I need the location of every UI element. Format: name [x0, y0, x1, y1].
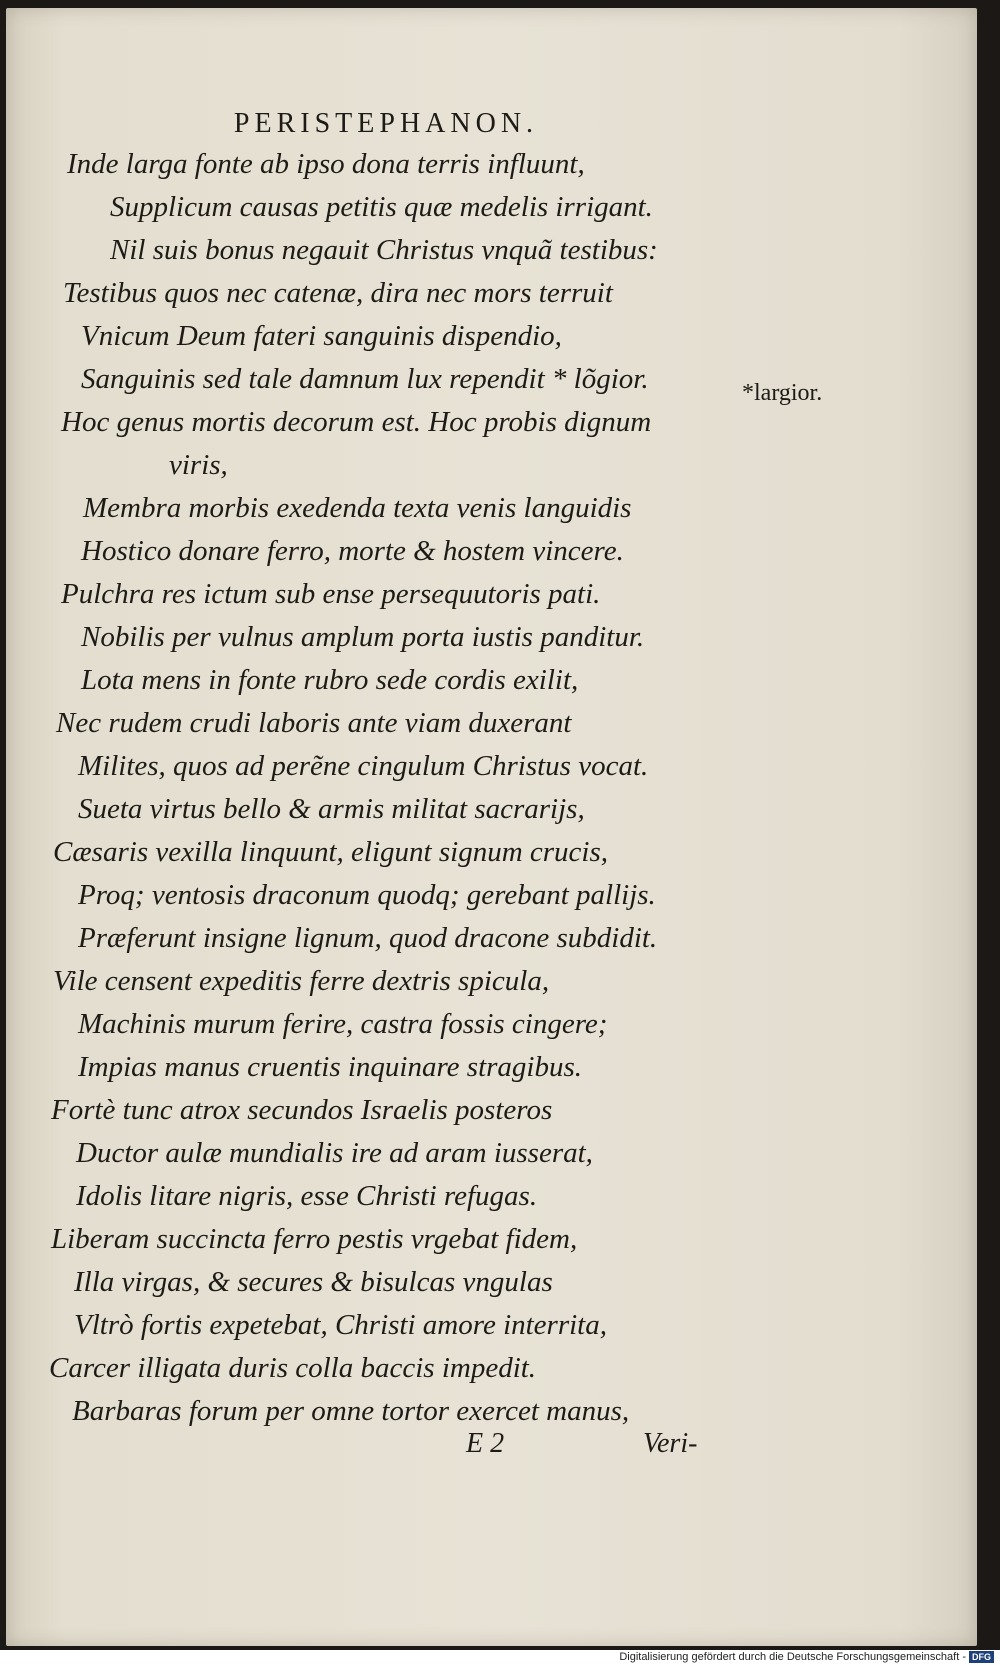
verse-line: Milites, quos ad perẽne cingulum Christus vocat.: [78, 750, 649, 782]
verse-line: Hoc genus mortis decorum est. Hoc probis dignum: [61, 406, 652, 438]
credit-text: Digitalisierung gefördert durch die Deutsche Forschungsgemeinschaft -: [619, 1651, 966, 1663]
verse-line: Illa virgas, & secures & bisulcas vngulas: [74, 1266, 553, 1298]
verse-line: Sueta virtus bello & armis militat sacrarijs,: [78, 793, 585, 825]
verse-line: Barbaras forum per omne tortor exercet manus,: [72, 1395, 630, 1427]
verse-line: Machinis murum ferire, castra fossis cingere;: [78, 1008, 608, 1040]
verse-line: Inde larga fonte ab ipso dona terris influunt,: [67, 148, 585, 180]
signature-mark: E 2: [466, 1428, 505, 1459]
margin-note: *largior.: [742, 380, 823, 406]
digitization-credit: [619, 1650, 994, 1664]
verse-line: viris,: [169, 449, 228, 481]
verse-line: Impias manus cruentis inquinare stragibus.: [78, 1051, 583, 1083]
verse-line: Pulchra res ictum sub ense persequutoris pati.: [61, 578, 601, 610]
verse-line: Ductor aulæ mundialis ire ad aram iusserat,: [76, 1137, 593, 1169]
catchword: Veri-: [643, 1428, 698, 1459]
verse-line: Carcer illigata duris colla baccis impedit.: [49, 1352, 537, 1384]
verse-line: Præferunt insigne lignum, quod dracone subdidit.: [78, 922, 658, 954]
verse-line: Fortè tunc atrox secundos Israelis posteros: [51, 1094, 553, 1126]
verse-line: Supplicum causas petitis quæ medelis irrigant.: [110, 191, 653, 223]
verse-line: Proq; ventosis draconum quodq; gerebant pallijs.: [78, 879, 656, 911]
dfg-logo-icon: DFG: [969, 1651, 994, 1663]
verse-line: Membra morbis exedenda texta venis languidis: [83, 492, 632, 524]
verse-line: Vile censent expeditis ferre dextris spicula,: [53, 965, 550, 997]
verse-line: Sanguinis sed tale damnum lux rependit * lõgior.: [81, 363, 649, 395]
verse-line: Vnicum Deum fateri sanguinis dispendio,: [81, 320, 562, 352]
verse-line: Lota mens in fonte rubro sede cordis exilit,: [81, 664, 579, 696]
verse-line: Nil suis bonus negauit Christus vnquã testibus:: [110, 234, 658, 266]
verse-line: Idolis litare nigris, esse Christi refugas.: [76, 1180, 538, 1212]
verse-line: Hostico donare ferro, morte & hostem vincere.: [81, 535, 624, 567]
verse-line: Cæsaris vexilla linquunt, eligunt signum crucis,: [53, 836, 609, 868]
verse-line: Liberam succincta ferro pestis vrgebat fidem,: [51, 1223, 578, 1255]
verse-line: Vltrò fortis expetebat, Christi amore interrita,: [74, 1309, 607, 1341]
verse-line: Nobilis per vulnus amplum porta iustis panditur.: [81, 621, 645, 653]
verse-line: Nec rudem crudi laboris ante viam duxerant: [56, 707, 572, 739]
running-head: PERISTEPHANON.: [233, 108, 539, 139]
verse-line: Testibus quos nec catenæ, dira nec mors terruit: [63, 277, 613, 309]
book-page: [6, 8, 977, 1646]
